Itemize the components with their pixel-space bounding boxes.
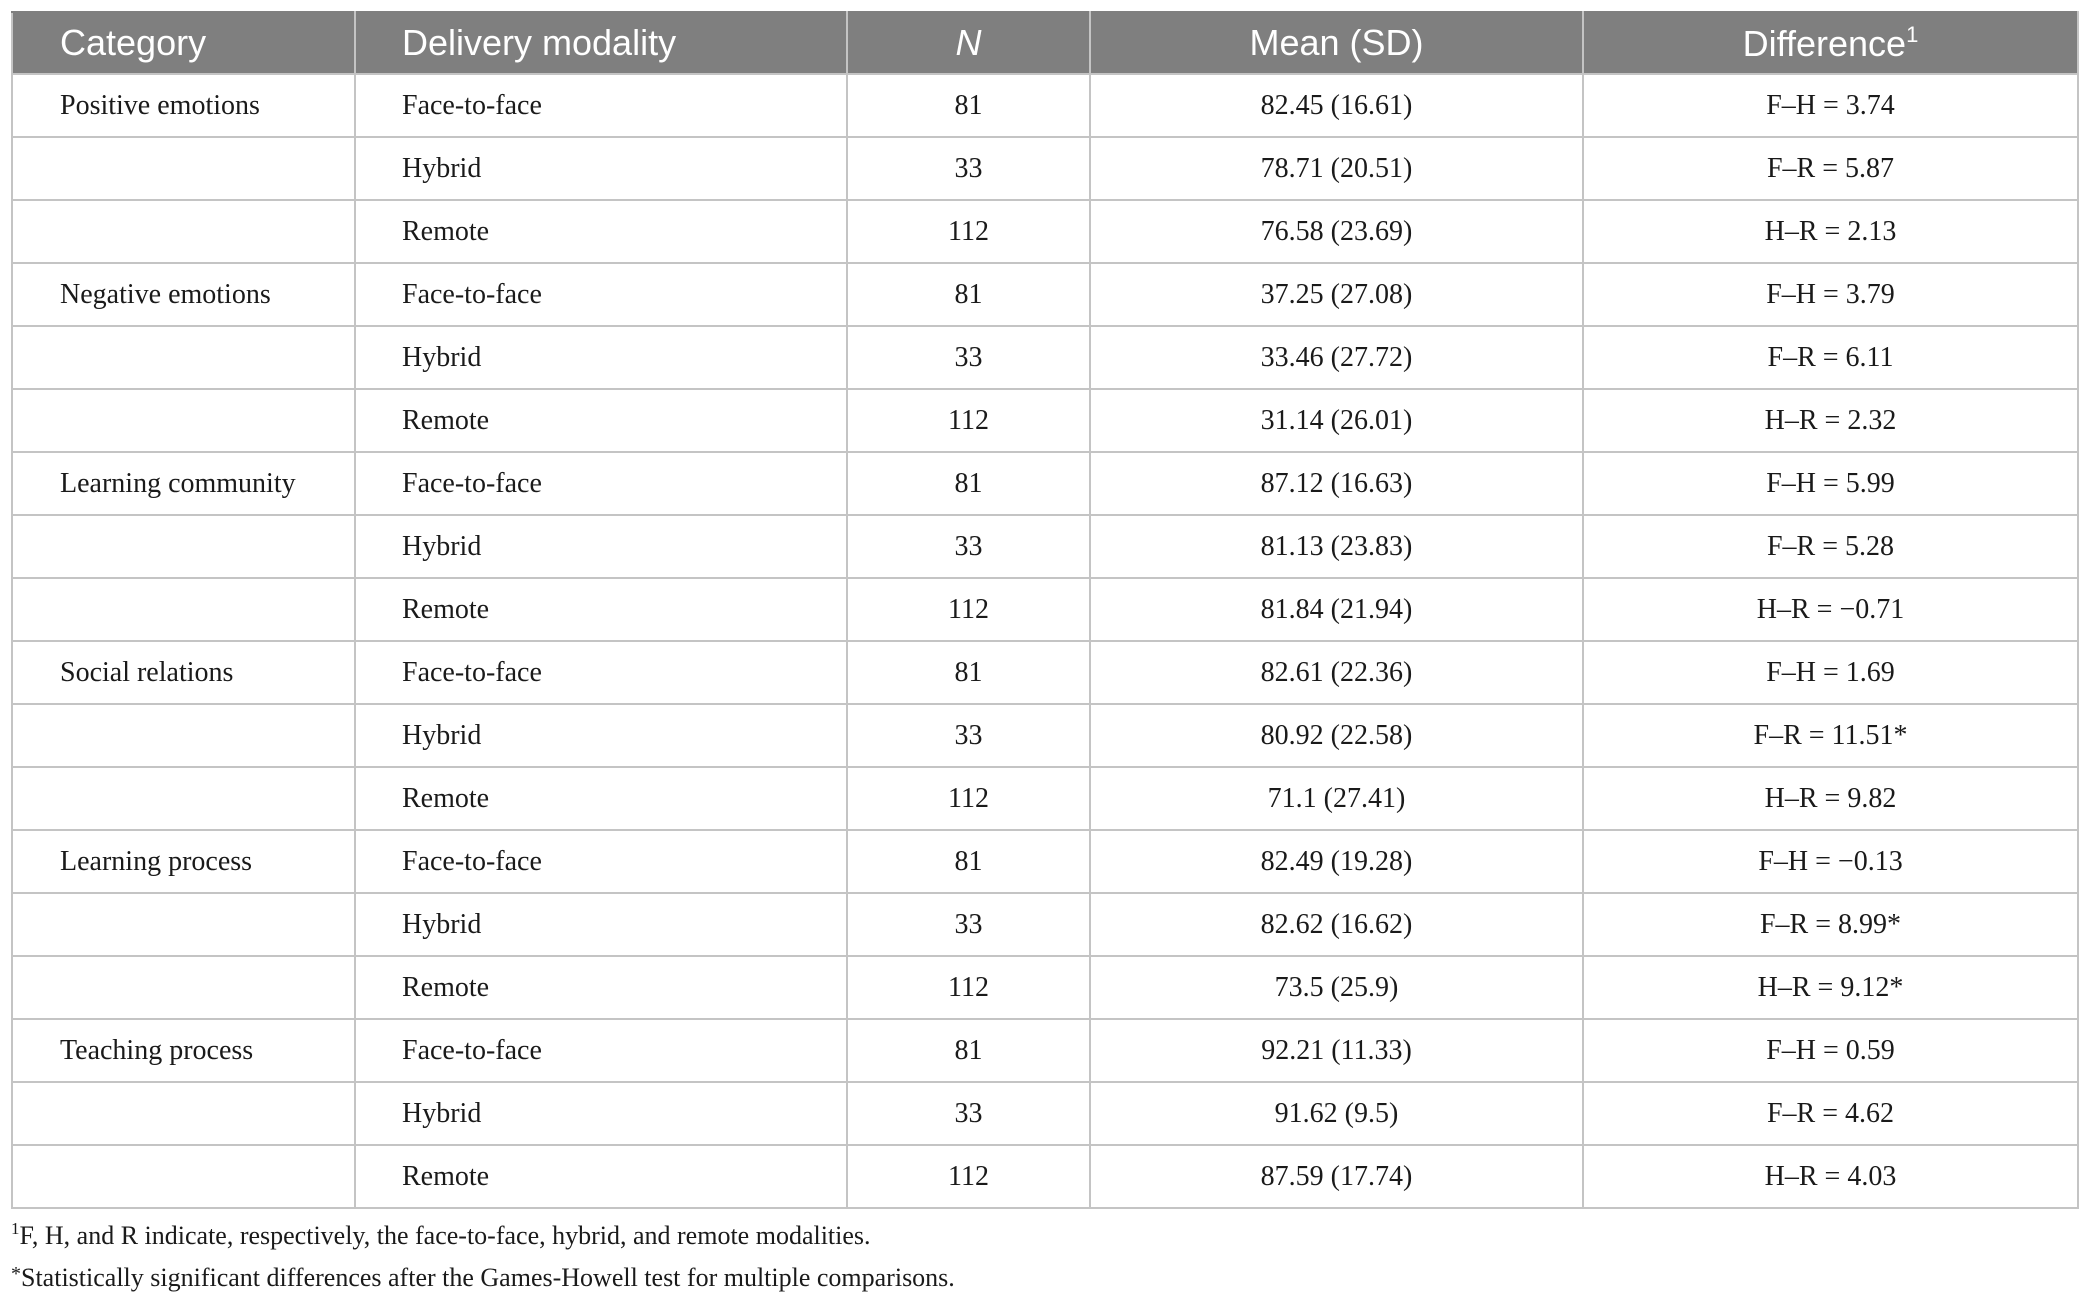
table-row: [12, 326, 2078, 389]
footnote-2-marker: *: [11, 1263, 21, 1285]
cell-delivery-modality: Remote: [355, 578, 847, 641]
table-row: [12, 452, 2078, 515]
header-category: Category: [12, 12, 355, 74]
cell-mean-sd: 71.1 (27.41): [1090, 767, 1583, 830]
cell-mean-sd: 92.21 (11.33): [1090, 1019, 1583, 1082]
cell-delivery-modality: Face-to-face: [355, 641, 847, 704]
cell-delivery-modality: Hybrid: [355, 515, 847, 578]
cell-difference: F–H = −0.13: [1583, 830, 2078, 893]
cell-delivery-modality: Face-to-face: [355, 1019, 847, 1082]
cell-difference: F–R = 5.87: [1583, 137, 2078, 200]
cell-difference: F–R = 6.11: [1583, 326, 2078, 389]
cell-delivery-modality: Hybrid: [355, 326, 847, 389]
cell-difference: F–H = 5.99: [1583, 452, 2078, 515]
header-row: [12, 12, 2078, 74]
cell-category: [12, 137, 355, 200]
cell-category: Learning community: [12, 452, 355, 515]
cell-category: [12, 704, 355, 767]
cell-mean-sd: 37.25 (27.08): [1090, 263, 1583, 326]
cell-category: Positive emotions: [12, 74, 355, 137]
cell-category: [12, 956, 355, 1019]
cell-n: 81: [847, 1019, 1090, 1082]
cell-category: [12, 767, 355, 830]
cell-category: [12, 578, 355, 641]
cell-n: 33: [847, 326, 1090, 389]
table-row: [12, 200, 2078, 263]
cell-mean-sd: 82.45 (16.61): [1090, 74, 1583, 137]
cell-mean-sd: 73.5 (25.9): [1090, 956, 1583, 1019]
table-row: [12, 830, 2078, 893]
cell-delivery-modality: Hybrid: [355, 704, 847, 767]
header-n-label: N: [955, 22, 982, 63]
cell-difference: F–H = 1.69: [1583, 641, 2078, 704]
cell-delivery-modality: Face-to-face: [355, 452, 847, 515]
cell-category: Negative emotions: [12, 263, 355, 326]
cell-category: [12, 893, 355, 956]
header-difference-footnote-marker: 1: [1906, 21, 1919, 47]
table-row: [12, 1145, 2078, 1208]
cell-category: [12, 200, 355, 263]
header-n: [847, 12, 1090, 74]
cell-n: 33: [847, 893, 1090, 956]
table-row: [12, 263, 2078, 326]
table-header: [12, 12, 2078, 74]
cell-difference: F–R = 8.99*: [1583, 893, 2078, 956]
cell-n: 81: [847, 74, 1090, 137]
cell-mean-sd: 82.49 (19.28): [1090, 830, 1583, 893]
cell-difference: F–H = 0.59: [1583, 1019, 2078, 1082]
cell-n: 33: [847, 515, 1090, 578]
cell-delivery-modality: Face-to-face: [355, 74, 847, 137]
header-difference: [1583, 12, 2078, 74]
footnote-2-text: Statistically significant differences after the Games-Howell test for multiple comparisons.: [21, 1263, 955, 1292]
cell-n: 112: [847, 767, 1090, 830]
cell-difference: F–H = 3.74: [1583, 74, 2078, 137]
table-row: [12, 767, 2078, 830]
cell-delivery-modality: Remote: [355, 767, 847, 830]
table-row: [12, 1019, 2078, 1082]
cell-n: 112: [847, 1145, 1090, 1208]
footnote-2: [11, 1255, 955, 1297]
cell-n: 112: [847, 200, 1090, 263]
table-row: [12, 578, 2078, 641]
cell-n: 81: [847, 452, 1090, 515]
cell-mean-sd: 81.84 (21.94): [1090, 578, 1583, 641]
cell-n: 112: [847, 389, 1090, 452]
cell-n: 81: [847, 263, 1090, 326]
cell-mean-sd: 33.46 (27.72): [1090, 326, 1583, 389]
cell-difference: F–H = 3.79: [1583, 263, 2078, 326]
cell-delivery-modality: Remote: [355, 1145, 847, 1208]
cell-n: 112: [847, 956, 1090, 1019]
cell-difference: F–R = 11.51*: [1583, 704, 2078, 767]
cell-category: Teaching process: [12, 1019, 355, 1082]
cell-mean-sd: 76.58 (23.69): [1090, 200, 1583, 263]
cell-delivery-modality: Face-to-face: [355, 830, 847, 893]
cell-mean-sd: 87.59 (17.74): [1090, 1145, 1583, 1208]
cell-difference: H–R = −0.71: [1583, 578, 2078, 641]
cell-difference: F–R = 4.62: [1583, 1082, 2078, 1145]
cell-category: Social relations: [12, 641, 355, 704]
table-body: [12, 74, 2078, 1208]
table-row: [12, 704, 2078, 767]
cell-mean-sd: 81.13 (23.83): [1090, 515, 1583, 578]
header-mean-sd: Mean (SD): [1090, 12, 1583, 74]
cell-category: [12, 1082, 355, 1145]
cell-difference: H–R = 2.13: [1583, 200, 2078, 263]
table-row: [12, 956, 2078, 1019]
cell-n: 33: [847, 137, 1090, 200]
cell-n: 112: [847, 578, 1090, 641]
cell-category: Learning process: [12, 830, 355, 893]
cell-difference: H–R = 9.12*: [1583, 956, 2078, 1019]
header-delivery-modality: Delivery modality: [355, 12, 847, 74]
table-row: [12, 893, 2078, 956]
results-table: [11, 11, 2079, 1209]
cell-difference: F–R = 5.28: [1583, 515, 2078, 578]
footnote-1-marker: 1: [11, 1219, 20, 1238]
cell-mean-sd: 82.62 (16.62): [1090, 893, 1583, 956]
cell-delivery-modality: Hybrid: [355, 1082, 847, 1145]
cell-mean-sd: 91.62 (9.5): [1090, 1082, 1583, 1145]
table-row: [12, 74, 2078, 137]
cell-category: [12, 1145, 355, 1208]
cell-difference: H–R = 4.03: [1583, 1145, 2078, 1208]
cell-mean-sd: 31.14 (26.01): [1090, 389, 1583, 452]
cell-category: [12, 515, 355, 578]
cell-n: 81: [847, 830, 1090, 893]
cell-mean-sd: 87.12 (16.63): [1090, 452, 1583, 515]
cell-difference: H–R = 2.32: [1583, 389, 2078, 452]
footnote-1: [11, 1210, 955, 1255]
table-row: [12, 389, 2078, 452]
cell-delivery-modality: Hybrid: [355, 137, 847, 200]
cell-mean-sd: 78.71 (20.51): [1090, 137, 1583, 200]
cell-delivery-modality: Remote: [355, 200, 847, 263]
cell-mean-sd: 82.61 (22.36): [1090, 641, 1583, 704]
cell-difference: H–R = 9.82: [1583, 767, 2078, 830]
header-difference-label: Difference: [1742, 22, 1907, 64]
table-row: [12, 515, 2078, 578]
cell-category: [12, 389, 355, 452]
cell-delivery-modality: Remote: [355, 389, 847, 452]
cell-category: [12, 326, 355, 389]
footnote-1-text: F, H, and R indicate, respectively, the face-to-face, hybrid, and remote modalities.: [19, 1221, 871, 1250]
cell-delivery-modality: Hybrid: [355, 893, 847, 956]
cell-n: 81: [847, 641, 1090, 704]
cell-mean-sd: 80.92 (22.58): [1090, 704, 1583, 767]
footnotes: [11, 1210, 955, 1297]
cell-n: 33: [847, 704, 1090, 767]
cell-delivery-modality: Face-to-face: [355, 263, 847, 326]
table-row: [12, 137, 2078, 200]
table-row: [12, 641, 2078, 704]
cell-delivery-modality: Remote: [355, 956, 847, 1019]
cell-n: 33: [847, 1082, 1090, 1145]
table-row: [12, 1082, 2078, 1145]
